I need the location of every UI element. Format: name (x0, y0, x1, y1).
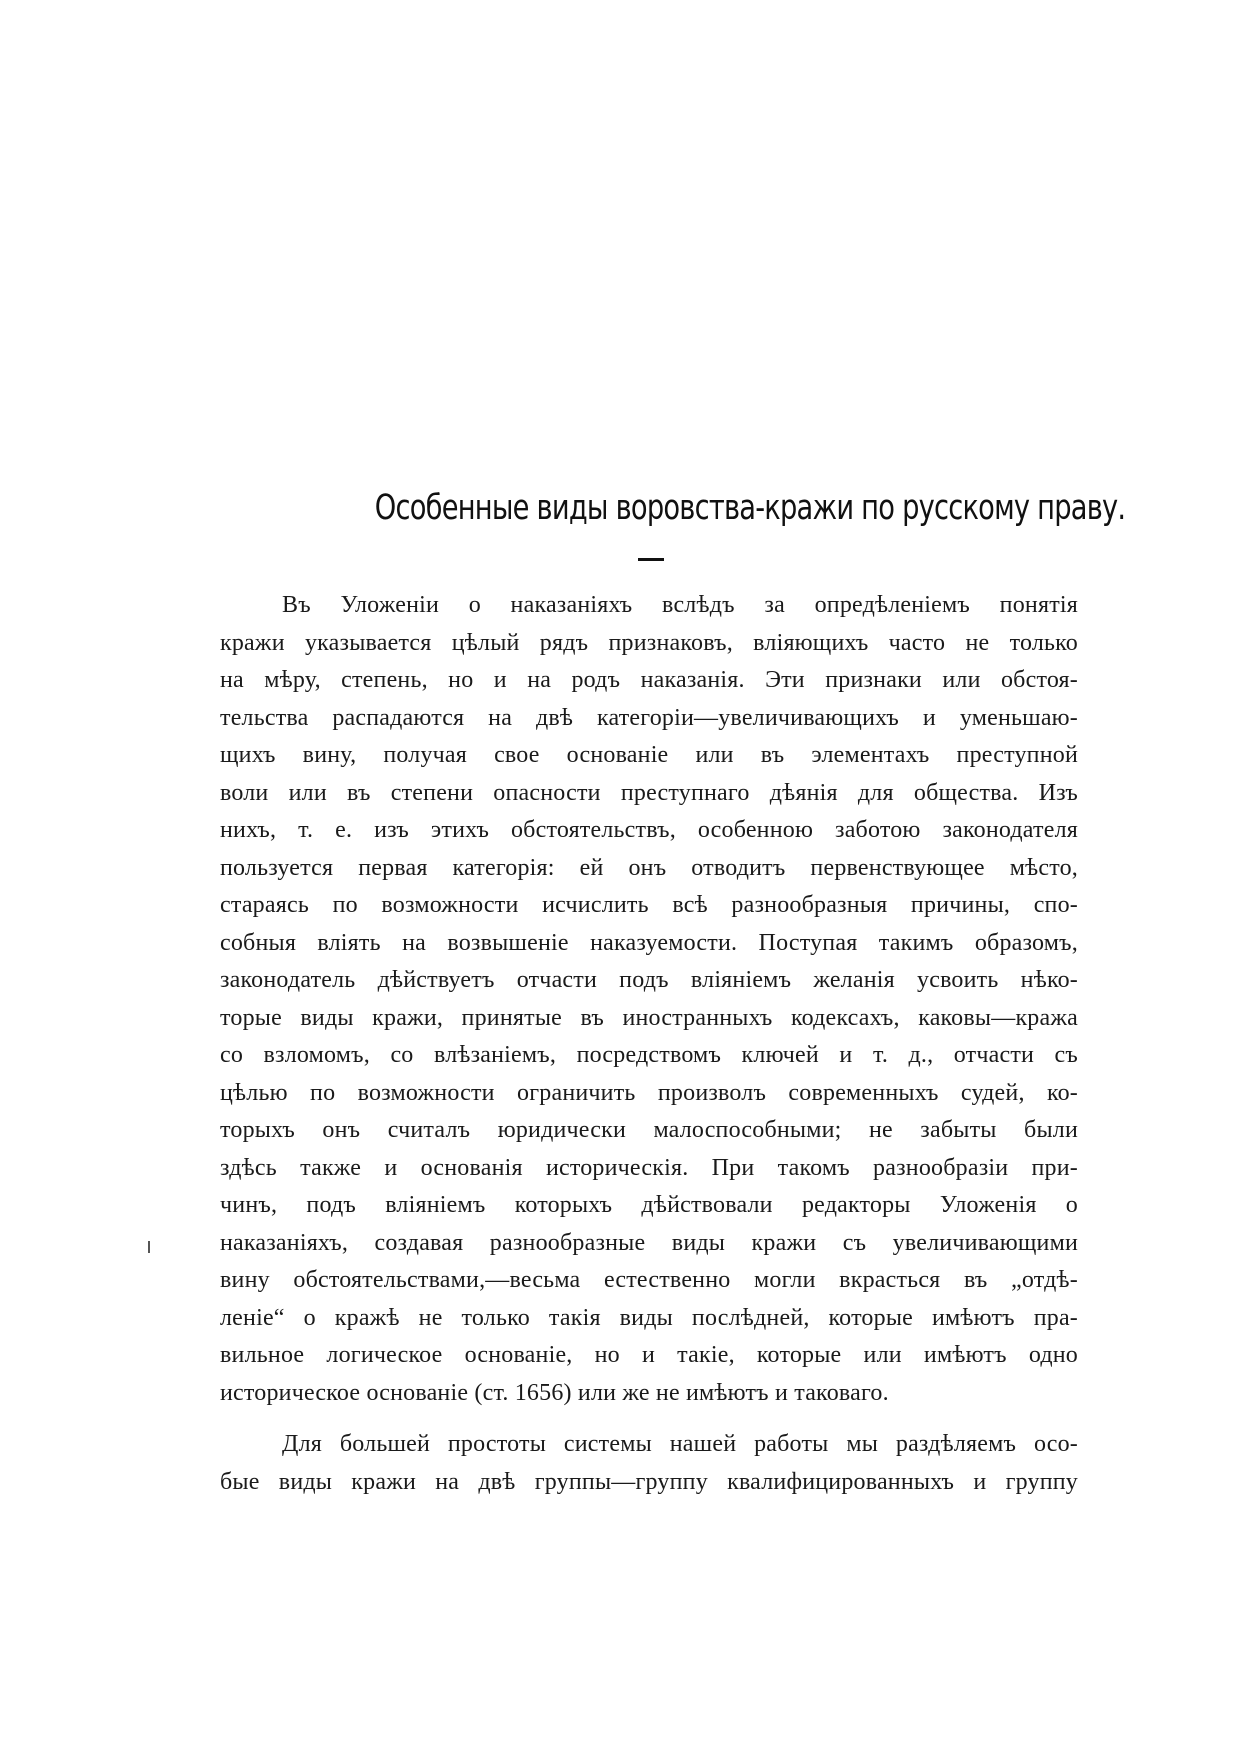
text-line: вильное логическое основаніе, но и такіе, которые или имѣютъ одно (220, 1342, 1078, 1368)
text-line: воли или въ степени опасности преступнаго дѣянія для общества. Изъ (220, 779, 1078, 806)
paragraph-gap (220, 1412, 1078, 1426)
text-line: Въ Уложеніи о наказаніяхъ вслѣдъ за опредѣленіемъ понятія (282, 592, 1078, 618)
text-line: цѣлью по возможности ограничить произволъ современныхъ судей, ко- (220, 1079, 1078, 1106)
text-line: стараясь по возможности исчислить всѣ разнообразныя причины, спо- (220, 892, 1078, 918)
title-divider (638, 558, 664, 561)
text-line: законодатель дѣйствуетъ отчасти подъ вліяніемъ желанія усвоить нѣко- (220, 967, 1078, 993)
text-line: вину обстоятельствами,—весьма естественно могли вкрасться въ „отдѣ- (220, 1267, 1078, 1293)
text-line: леніе“ о кражѣ не только такія виды послѣдней, которые имѣютъ пра- (220, 1304, 1078, 1331)
text-line: бые виды кражи на двѣ группы—группу квалифицированныхъ и группу (220, 1468, 1078, 1495)
body-text (220, 587, 1078, 1501)
text-line: щихъ вину, получая свое основаніе или въ элементахъ преступной (220, 742, 1078, 768)
paragraph-1 (220, 587, 1078, 1412)
text-line: кражи указывается цѣлый рядъ признаковъ, вліяющихъ часто не только (220, 629, 1078, 656)
paragraph-2 (220, 1426, 1078, 1501)
text-line: собныя вліять на возвышеніе наказуемости. Поступая такимъ образомъ, (220, 929, 1078, 956)
page-title: Особенные виды воровства-кражи по русскому праву. (374, 488, 1126, 528)
text-line: Для большей простоты системы нашей работы мы раздѣляемъ осо- (282, 1431, 1078, 1457)
margin-mark (148, 1241, 150, 1253)
text-line: пользуется первая категорія: ей онъ отводитъ первенствующее мѣсто, (220, 854, 1078, 881)
text-line: торые виды кражи, принятые въ иностранныхъ кодексахъ, каковы—кража (220, 1004, 1078, 1031)
text-line: нихъ, т. е. изъ этихъ обстоятельствъ, особенною заботою законодателя (220, 817, 1078, 843)
text-line: историческое основаніе (ст. 1656) или же не имѣютъ и таковаго. (220, 1379, 889, 1406)
text-line: тельства распадаются на двѣ категоріи—увеличивающихъ и уменьшаю- (220, 704, 1078, 731)
text-line: на мѣру, степень, но и на родъ наказанія. Эти признаки или обстоя- (220, 667, 1078, 693)
text-line: со взломомъ, со влѣзаніемъ, посредствомъ ключей и т. д., отчасти съ (220, 1042, 1078, 1068)
text-line: чинъ, подъ вліяніемъ которыхъ дѣйствовали редакторы Уложенія о (220, 1192, 1078, 1218)
text-line: здѣсь также и основанія историческія. При такомъ разнообразіи при- (220, 1154, 1078, 1181)
text-line: торыхъ онъ считалъ юридически малоспособными; не забыты были (220, 1117, 1078, 1143)
text-line: наказаніяхъ, создавая разнообразные виды кражи съ увеличивающими (220, 1229, 1078, 1256)
